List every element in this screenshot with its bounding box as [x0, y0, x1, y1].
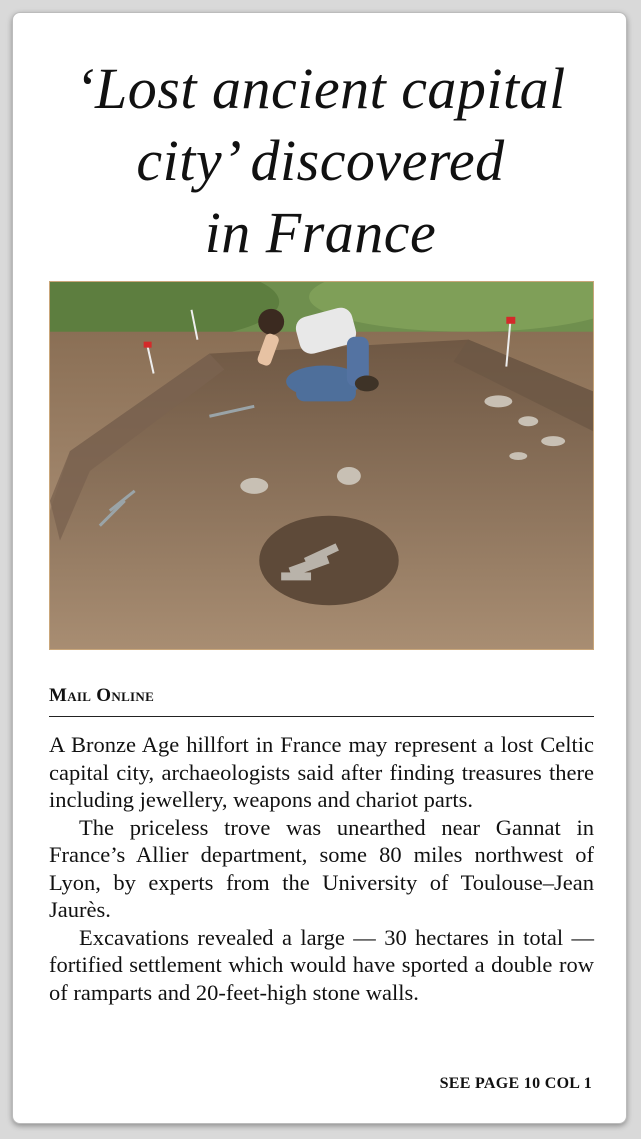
article-paragraph: Excavations revealed a large — 30 hectares in total — fortified settlement which would have sported a double row of ramparts and 20-feet-high stone walls. [49, 924, 594, 1005]
news-card [12, 12, 627, 1124]
article-paragraph: A Bronze Age hillfort in France may represent a lost Celtic capital city, archaeologists said after finding treasures there including jewellery, weapons and chariot parts. [49, 732, 594, 812]
article-paragraph: The priceless trove was unearthed near Gannat in France’s Allier department, some 80 miles northwest of Lyon, by experts from the University of Toulouse–Jean Jaurès. [49, 814, 594, 922]
article-body [49, 731, 594, 1006]
headline-line: ‘Lost ancient capital [75, 56, 566, 121]
headline-line: in France [204, 200, 437, 265]
excavation-photo [49, 281, 594, 650]
excavation-photo-illustration [50, 282, 593, 649]
source-label: Mail Online [49, 685, 155, 706]
headline [13, 53, 628, 269]
divider [49, 716, 594, 717]
headline-line: city’ discovered [136, 128, 505, 193]
continuation-note: SEE PAGE 10 COL 1 [439, 1075, 592, 1092]
